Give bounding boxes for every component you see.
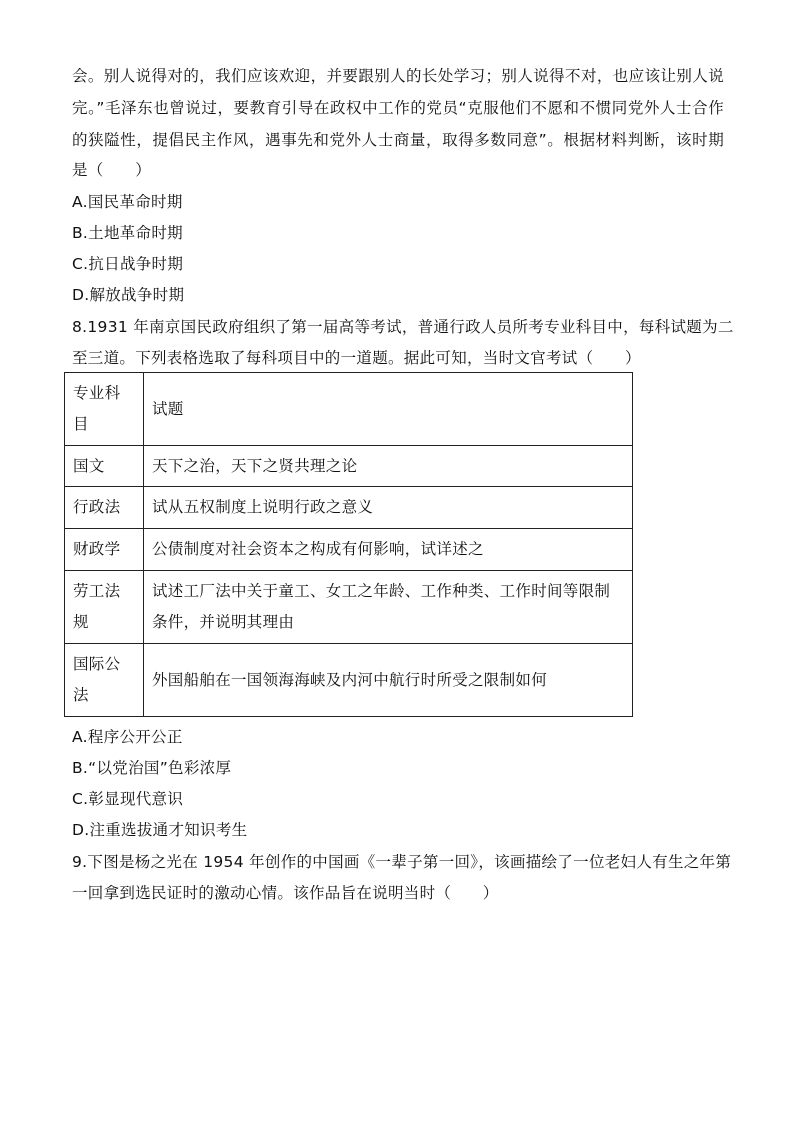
question-cell: 外国船舶在一国领海海峡及内河中航行时所受之限制如何 — [144, 644, 633, 717]
q7-option-a: A.国民革命时期 — [72, 193, 183, 211]
q8-option-b: B.“以党治国”色彩浓厚 — [72, 759, 232, 777]
table-row — [65, 487, 633, 529]
subject-cell: 财政学 — [65, 529, 144, 571]
header-question-cell: 试题 — [144, 373, 633, 446]
table-header-row — [65, 373, 633, 446]
q7-option-d: D.解放战争时期 — [72, 286, 185, 304]
q7-text-line: 会。别人说得对的，我们应该欢迎，并要跟别人的长处学习；别人说得不对，也应该让别人说 — [72, 67, 724, 85]
table-row — [65, 644, 633, 717]
q7-text-line: 完。”毛泽东也曾说过，要教育引导在政权中工作的党员“克服他们不愿和不惯同党外人士合作 — [72, 99, 724, 117]
q8-stem-line: 8.1931 年南京国民政府组织了第一届高等考试，普通行政人员所考专业科目中，每科试题为二 — [72, 318, 734, 336]
header-subject-cell: 专业科目 — [65, 373, 144, 446]
subject-cell: 国文 — [65, 446, 144, 487]
q9-stem-line: 一回拿到选民证时的激动心情。该作品旨在说明当时（ ） — [72, 884, 499, 902]
q7-option-b: B.土地革命时期 — [72, 224, 183, 242]
exam-subject-table — [64, 372, 633, 717]
q8-stem-line: 至三道。下列表格选取了每科项目中的一道题。据此可知，当时文官考试（ ） — [72, 349, 641, 367]
table-row — [65, 446, 633, 487]
question-cell: 试述工厂法中关于童工、女工之年龄、工作种类、工作时间等限制条件，并说明其理由 — [144, 571, 633, 644]
q7-text-line: 的狭隘性，提倡民主作风，遇事先和党外人士商量，取得多数同意”。根据材料判断，该时期 — [72, 131, 724, 149]
q8-option-d: D.注重选拔通才知识考生 — [72, 821, 248, 839]
question-cell: 公债制度对社会资本之构成有何影响，试详述之 — [144, 529, 633, 571]
table-row — [65, 571, 633, 644]
table-row — [65, 529, 633, 571]
subject-cell: 行政法 — [65, 487, 144, 529]
q9-stem-line: 9.下图是杨之光在 1954 年创作的中国画《一辈子第一回》，该画描绘了一位老妇人有生之年第 — [72, 853, 732, 871]
q7-option-c: C.抗日战争时期 — [72, 255, 184, 273]
q8-option-c: C.彰显现代意识 — [72, 790, 184, 808]
question-cell: 试从五权制度上说明行政之意义 — [144, 487, 633, 529]
q8-option-a: A.程序公开公正 — [72, 728, 183, 746]
q7-text-line: 是（ ） — [72, 161, 152, 179]
subject-cell: 劳工法规 — [65, 571, 144, 644]
subject-cell: 国际公法 — [65, 644, 144, 717]
question-cell: 天下之治，天下之贤共理之论 — [144, 446, 633, 487]
